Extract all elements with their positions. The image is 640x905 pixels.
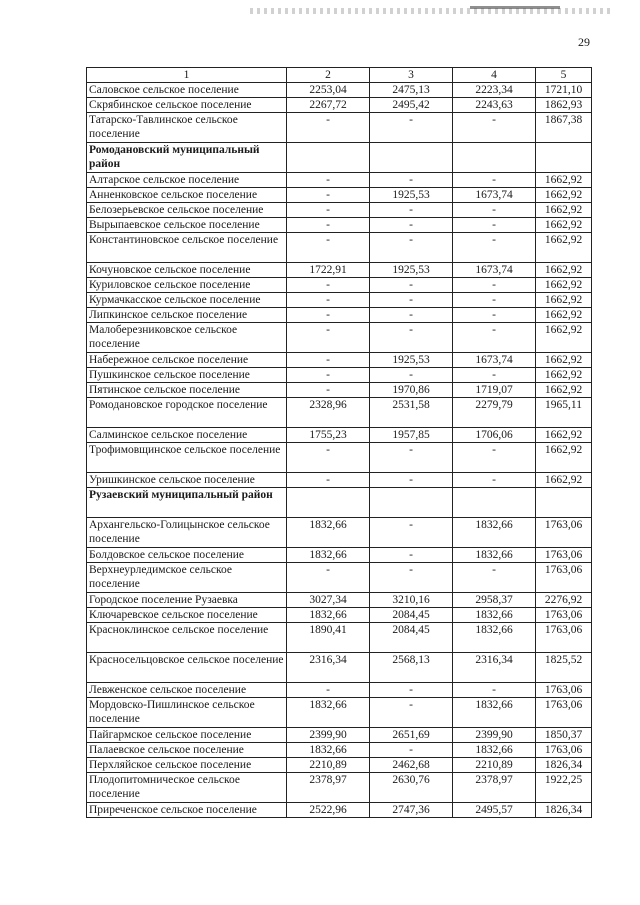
value-cell-col2: 2267,72 bbox=[287, 98, 370, 113]
scan-artifact bbox=[470, 6, 560, 9]
value-cell-col5: 1662,92 bbox=[536, 263, 592, 278]
settlement-name: Скрябинское сельское поселение bbox=[87, 98, 287, 113]
value-cell-col2: - bbox=[287, 113, 370, 143]
value-cell-col3: - bbox=[370, 203, 453, 218]
value-cell-col5: 1763,06 bbox=[536, 743, 592, 758]
value-cell-col5: 1763,06 bbox=[536, 608, 592, 623]
value-cell-col3: - bbox=[370, 443, 453, 473]
value-cell-col4: 1706,06 bbox=[453, 428, 536, 443]
district-name: Ромодановский муниципальный район bbox=[87, 143, 287, 173]
value-cell-col2: - bbox=[287, 218, 370, 233]
settlement-name: Пушкинское сельское поселение bbox=[87, 368, 287, 383]
settlement-name: Пайгармское сельское поселение bbox=[87, 728, 287, 743]
value-cell-col3: - bbox=[370, 368, 453, 383]
table-row bbox=[87, 353, 592, 368]
settlement-name: Красноклинское сельское поселение bbox=[87, 623, 287, 653]
value-cell-col4: - bbox=[453, 323, 536, 353]
value-cell-col2: 2378,97 bbox=[287, 773, 370, 803]
value-cell-col4: - bbox=[453, 683, 536, 698]
value-cell-col5: 1662,92 bbox=[536, 473, 592, 488]
value-cell-col2: - bbox=[287, 473, 370, 488]
value-cell-col3: 1925,53 bbox=[370, 188, 453, 203]
settlement-name: Куриловское сельское поселение bbox=[87, 278, 287, 293]
table-row bbox=[87, 383, 592, 398]
table-row bbox=[87, 473, 592, 488]
table-row bbox=[87, 263, 592, 278]
value-cell-col3: 2747,36 bbox=[370, 803, 453, 818]
settlement-name: Палаевское сельское поселение bbox=[87, 743, 287, 758]
value-cell-col4: 2279,79 bbox=[453, 398, 536, 428]
table-row bbox=[87, 368, 592, 383]
value-cell-col2: - bbox=[287, 173, 370, 188]
value-cell-col3: - bbox=[370, 323, 453, 353]
value-cell-col4: - bbox=[453, 218, 536, 233]
value-cell-col5: 1763,06 bbox=[536, 563, 592, 593]
table-row bbox=[87, 188, 592, 203]
value-cell-col4: 2243,63 bbox=[453, 98, 536, 113]
value-cell-col5 bbox=[536, 488, 592, 518]
value-cell-col4: 2378,97 bbox=[453, 773, 536, 803]
settlement-name: Красносельцовское сельское поселение bbox=[87, 653, 287, 683]
value-cell-col4: - bbox=[453, 368, 536, 383]
settlement-name: Верхнеурледимское сельское поселение bbox=[87, 563, 287, 593]
value-cell-col3: - bbox=[370, 218, 453, 233]
value-cell-col5: 1662,92 bbox=[536, 188, 592, 203]
value-cell-col2: 2210,89 bbox=[287, 758, 370, 773]
value-cell-col3: 2084,45 bbox=[370, 623, 453, 653]
district-header-row bbox=[87, 488, 592, 518]
value-cell-col5: 1662,92 bbox=[536, 383, 592, 398]
settlement-name: Белозерьевское сельское поселение bbox=[87, 203, 287, 218]
settlement-name: Пятинское сельское поселение bbox=[87, 383, 287, 398]
settlement-name: Татарско-Тавлинское сельское поселение bbox=[87, 113, 287, 143]
column-header: 2 bbox=[287, 68, 370, 83]
settlement-name: Плодопитомническое сельское поселение bbox=[87, 773, 287, 803]
value-cell-col5: 1662,92 bbox=[536, 353, 592, 368]
table-row bbox=[87, 233, 592, 263]
value-cell-col3: 2630,76 bbox=[370, 773, 453, 803]
value-cell-col5: 1662,92 bbox=[536, 278, 592, 293]
value-cell-col3: 1925,53 bbox=[370, 353, 453, 368]
value-cell-col3: - bbox=[370, 113, 453, 143]
value-cell-col3: - bbox=[370, 308, 453, 323]
settlement-name: Вырыпаевское сельское поселение bbox=[87, 218, 287, 233]
table-row bbox=[87, 278, 592, 293]
value-cell-col4: - bbox=[453, 563, 536, 593]
table-row bbox=[87, 563, 592, 593]
table-row bbox=[87, 308, 592, 323]
value-cell-col4: 1832,66 bbox=[453, 518, 536, 548]
table-row bbox=[87, 743, 592, 758]
value-cell-col5: 1721,10 bbox=[536, 83, 592, 98]
column-header: 3 bbox=[370, 68, 453, 83]
settlement-name: Малоберезниковское сельское поселение bbox=[87, 323, 287, 353]
settlement-name: Мордовско-Пишлинское сельское поселение bbox=[87, 698, 287, 728]
value-cell-col5: 1826,34 bbox=[536, 803, 592, 818]
value-cell-col3: 2651,69 bbox=[370, 728, 453, 743]
settlement-name: Болдовское сельское поселение bbox=[87, 548, 287, 563]
table-row bbox=[87, 398, 592, 428]
value-cell-col4: 2399,90 bbox=[453, 728, 536, 743]
value-cell-col3: 2531,58 bbox=[370, 398, 453, 428]
table-row bbox=[87, 443, 592, 473]
value-cell-col4: 1719,07 bbox=[453, 383, 536, 398]
column-header: 5 bbox=[536, 68, 592, 83]
settlement-name: Курмачкасское сельское поселение bbox=[87, 293, 287, 308]
value-cell-col2: 2253,04 bbox=[287, 83, 370, 98]
settlement-name: Алтарское сельское поселение bbox=[87, 173, 287, 188]
settlement-name: Кочуновское сельское поселение bbox=[87, 263, 287, 278]
column-header: 1 bbox=[87, 68, 287, 83]
table-row bbox=[87, 83, 592, 98]
value-cell-col5: 1662,92 bbox=[536, 218, 592, 233]
settlement-name: Архангельско-Голицынское сельское поселение bbox=[87, 518, 287, 548]
value-cell-col5: 1862,93 bbox=[536, 98, 592, 113]
value-cell-col3: - bbox=[370, 683, 453, 698]
value-cell-col2: 1832,66 bbox=[287, 743, 370, 758]
value-cell-col4: - bbox=[453, 443, 536, 473]
value-cell-col4: - bbox=[453, 278, 536, 293]
tariff-table bbox=[86, 67, 592, 818]
value-cell-col4: 2958,37 bbox=[453, 593, 536, 608]
value-cell-col5: 1662,92 bbox=[536, 203, 592, 218]
table-row bbox=[87, 623, 592, 653]
value-cell-col3: 1970,86 bbox=[370, 383, 453, 398]
value-cell-col5: 1662,92 bbox=[536, 293, 592, 308]
value-cell-col2: - bbox=[287, 443, 370, 473]
value-cell-col2: - bbox=[287, 203, 370, 218]
value-cell-col2: - bbox=[287, 308, 370, 323]
value-cell-col3: - bbox=[370, 293, 453, 308]
table-row bbox=[87, 683, 592, 698]
table-row bbox=[87, 593, 592, 608]
settlement-name: Трофимовщинское сельское поселение bbox=[87, 443, 287, 473]
table-row bbox=[87, 323, 592, 353]
value-cell-col4: 2223,34 bbox=[453, 83, 536, 98]
table-row bbox=[87, 608, 592, 623]
value-cell-col5: 1850,37 bbox=[536, 728, 592, 743]
value-cell-col3: - bbox=[370, 743, 453, 758]
value-cell-col4: - bbox=[453, 113, 536, 143]
value-cell-col4: 1832,66 bbox=[453, 623, 536, 653]
value-cell-col5: 1763,06 bbox=[536, 623, 592, 653]
value-cell-col3: - bbox=[370, 698, 453, 728]
value-cell-col3: 2475,13 bbox=[370, 83, 453, 98]
value-cell-col5: 1662,92 bbox=[536, 233, 592, 263]
table-row bbox=[87, 113, 592, 143]
value-cell-col2: - bbox=[287, 188, 370, 203]
table-row bbox=[87, 518, 592, 548]
table-row bbox=[87, 548, 592, 563]
settlement-name: Липкинское сельское поселение bbox=[87, 308, 287, 323]
value-cell-col2: - bbox=[287, 563, 370, 593]
value-cell-col3: - bbox=[370, 233, 453, 263]
value-cell-col5: 1662,92 bbox=[536, 173, 592, 188]
value-cell-col5: 1825,52 bbox=[536, 653, 592, 683]
table-body bbox=[87, 68, 592, 818]
table-row bbox=[87, 293, 592, 308]
value-cell-col5: 1867,38 bbox=[536, 113, 592, 143]
settlement-name: Анненковское сельское поселение bbox=[87, 188, 287, 203]
value-cell-col3 bbox=[370, 488, 453, 518]
value-cell-col2: - bbox=[287, 353, 370, 368]
value-cell-col2 bbox=[287, 488, 370, 518]
district-name: Рузаевский муниципальный район bbox=[87, 488, 287, 518]
value-cell-col3: 2568,13 bbox=[370, 653, 453, 683]
table-row bbox=[87, 173, 592, 188]
value-cell-col2: - bbox=[287, 293, 370, 308]
value-cell-col4: 2495,57 bbox=[453, 803, 536, 818]
value-cell-col3: 2084,45 bbox=[370, 608, 453, 623]
value-cell-col5: 1763,06 bbox=[536, 548, 592, 563]
value-cell-col5: 1922,25 bbox=[536, 773, 592, 803]
value-cell-col5: 1662,92 bbox=[536, 428, 592, 443]
value-cell-col2: 1890,41 bbox=[287, 623, 370, 653]
value-cell-col5: 1763,06 bbox=[536, 518, 592, 548]
value-cell-col3: - bbox=[370, 173, 453, 188]
value-cell-col3: 3210,16 bbox=[370, 593, 453, 608]
value-cell-col2: 2522,96 bbox=[287, 803, 370, 818]
value-cell-col2: 1722,91 bbox=[287, 263, 370, 278]
settlement-name: Перхляйское сельское поселение bbox=[87, 758, 287, 773]
table-row bbox=[87, 773, 592, 803]
value-cell-col5: 1662,92 bbox=[536, 323, 592, 353]
table-row bbox=[87, 218, 592, 233]
value-cell-col4 bbox=[453, 143, 536, 173]
column-header: 4 bbox=[453, 68, 536, 83]
value-cell-col4: - bbox=[453, 473, 536, 488]
value-cell-col2: 1832,66 bbox=[287, 548, 370, 563]
value-cell-col3: - bbox=[370, 563, 453, 593]
value-cell-col3: - bbox=[370, 548, 453, 563]
table-row bbox=[87, 428, 592, 443]
settlement-name: Саловское сельское поселение bbox=[87, 83, 287, 98]
settlement-name: Ромодановское городское поселение bbox=[87, 398, 287, 428]
table-row bbox=[87, 203, 592, 218]
table-row bbox=[87, 758, 592, 773]
value-cell-col2: 1832,66 bbox=[287, 518, 370, 548]
value-cell-col5: 1662,92 bbox=[536, 443, 592, 473]
value-cell-col4: 1673,74 bbox=[453, 188, 536, 203]
value-cell-col3: 2462,68 bbox=[370, 758, 453, 773]
value-cell-col5: 1826,34 bbox=[536, 758, 592, 773]
settlement-name: Ключаревское сельское поселение bbox=[87, 608, 287, 623]
value-cell-col4: - bbox=[453, 203, 536, 218]
value-cell-col2: 2399,90 bbox=[287, 728, 370, 743]
settlement-name: Набережное сельское поселение bbox=[87, 353, 287, 368]
settlement-name: Константиновское сельское поселение bbox=[87, 233, 287, 263]
value-cell-col4: - bbox=[453, 293, 536, 308]
value-cell-col2: - bbox=[287, 683, 370, 698]
value-cell-col4: 1832,66 bbox=[453, 548, 536, 563]
value-cell-col4: 2316,34 bbox=[453, 653, 536, 683]
table-row bbox=[87, 698, 592, 728]
value-cell-col2: - bbox=[287, 323, 370, 353]
value-cell-col2: 1832,66 bbox=[287, 698, 370, 728]
value-cell-col2: 2328,96 bbox=[287, 398, 370, 428]
table-header-row bbox=[87, 68, 592, 83]
value-cell-col2: - bbox=[287, 383, 370, 398]
value-cell-col4: 2210,89 bbox=[453, 758, 536, 773]
settlement-name: Городское поселение Рузаевка bbox=[87, 593, 287, 608]
value-cell-col5 bbox=[536, 143, 592, 173]
value-cell-col3: - bbox=[370, 518, 453, 548]
settlement-name: Уришкинское сельское поселение bbox=[87, 473, 287, 488]
value-cell-col2: - bbox=[287, 278, 370, 293]
value-cell-col2: - bbox=[287, 233, 370, 263]
value-cell-col3: 1957,85 bbox=[370, 428, 453, 443]
value-cell-col3 bbox=[370, 143, 453, 173]
table-row bbox=[87, 728, 592, 743]
table-row bbox=[87, 653, 592, 683]
value-cell-col5: 2276,92 bbox=[536, 593, 592, 608]
value-cell-col2: - bbox=[287, 368, 370, 383]
value-cell-col4: - bbox=[453, 233, 536, 263]
value-cell-col3: 1925,53 bbox=[370, 263, 453, 278]
value-cell-col5: 1965,11 bbox=[536, 398, 592, 428]
settlement-name: Салминское сельское поселение bbox=[87, 428, 287, 443]
value-cell-col2 bbox=[287, 143, 370, 173]
district-header-row bbox=[87, 143, 592, 173]
value-cell-col2: 1832,66 bbox=[287, 608, 370, 623]
value-cell-col2: 2316,34 bbox=[287, 653, 370, 683]
settlement-name: Левженское сельское поселение bbox=[87, 683, 287, 698]
value-cell-col2: 3027,34 bbox=[287, 593, 370, 608]
table-row bbox=[87, 803, 592, 818]
value-cell-col5: 1763,06 bbox=[536, 683, 592, 698]
value-cell-col4: 1832,66 bbox=[453, 608, 536, 623]
settlement-name: Приреченское сельское поселение bbox=[87, 803, 287, 818]
page-number: 29 bbox=[578, 35, 590, 49]
value-cell-col5: 1763,06 bbox=[536, 698, 592, 728]
value-cell-col2: 1755,23 bbox=[287, 428, 370, 443]
value-cell-col3: - bbox=[370, 473, 453, 488]
value-cell-col4 bbox=[453, 488, 536, 518]
value-cell-col4: 1832,66 bbox=[453, 743, 536, 758]
value-cell-col4: - bbox=[453, 173, 536, 188]
value-cell-col4: 1673,74 bbox=[453, 353, 536, 368]
value-cell-col4: 1832,66 bbox=[453, 698, 536, 728]
value-cell-col4: - bbox=[453, 308, 536, 323]
value-cell-col5: 1662,92 bbox=[536, 368, 592, 383]
value-cell-col3: 2495,42 bbox=[370, 98, 453, 113]
value-cell-col3: - bbox=[370, 278, 453, 293]
value-cell-col5: 1662,92 bbox=[536, 308, 592, 323]
table-row bbox=[87, 98, 592, 113]
value-cell-col4: 1673,74 bbox=[453, 263, 536, 278]
